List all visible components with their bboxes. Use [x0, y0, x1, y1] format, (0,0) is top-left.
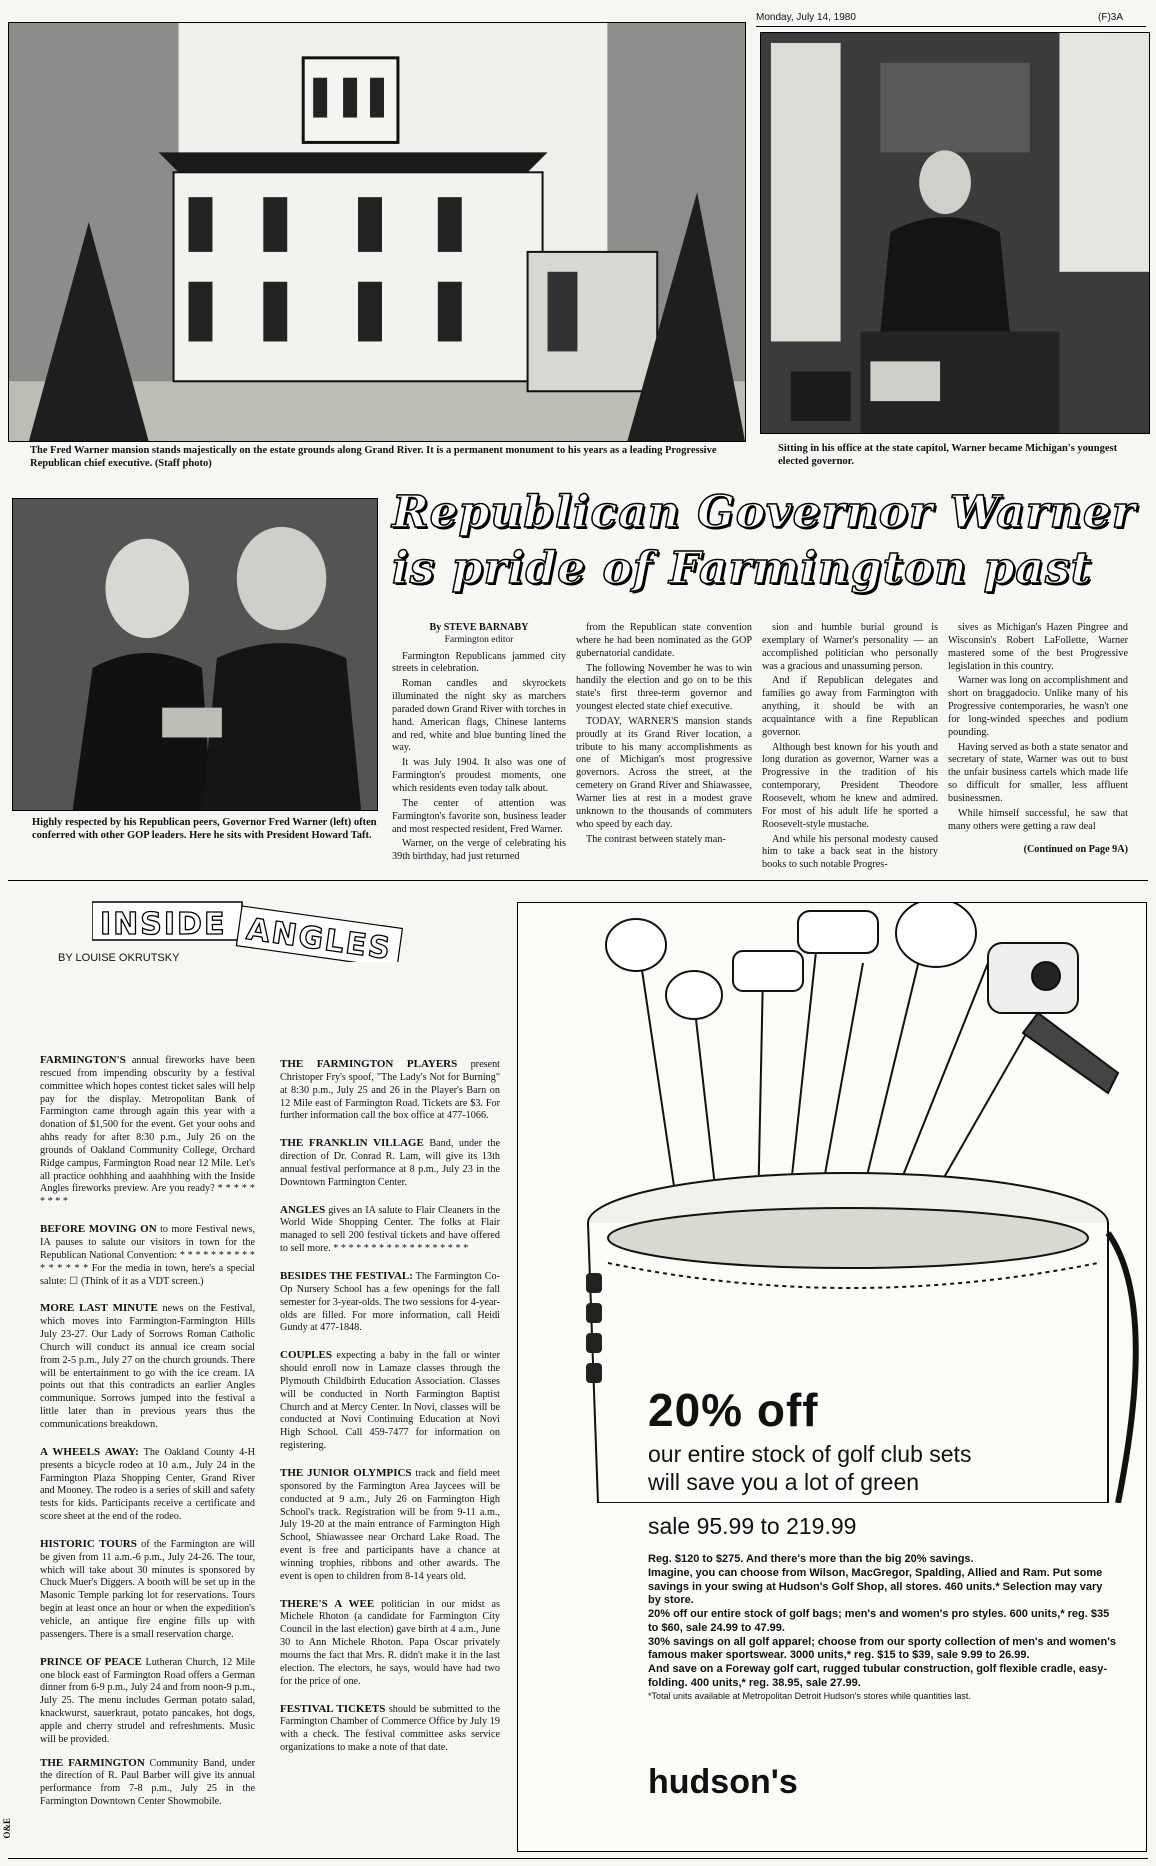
angles-author: BY LOUISE OKRUTSKY — [58, 952, 180, 964]
brief-item: FARMINGTON'S annual fireworks have been rescued from impending obscurity by a festival committee which hopes contest ticket sales will help pay for the display. Metropolitan Bank of Farmington came through again this year with a donation of $1,500 for the event. Get your oohs and ahhs ready for after 8:30 p.m., July 26 on the grounds of Oakland Community College, Orchard Ridge campus, Farmington Road near 12 Mile. Let's all practice oohhhing and aaahhhing with the Inside Angles fireworks preview. Are you ready? * * * * * * * * * — [40, 1054, 255, 1208]
svg-text:ANGLES: ANGLES — [244, 912, 394, 962]
brief-item: FESTIVAL TICKETS should be submitted to the Farmington Chamber of Commerce Office by July 19 with a check. The festival committee asks service organizations to make a note of that date. — [280, 1702, 501, 1754]
masthead-rule — [756, 26, 1146, 27]
taft-caption: Highly respected by his Republican peers, Governor Fred Warner (left) often conferred with other GOP leaders. Here he sits with President Howard Taft. — [32, 817, 377, 842]
page-date: Monday, July 14, 1980 — [756, 12, 856, 23]
ad-headline-2: will save you a lot of green — [648, 1469, 920, 1495]
brief-item: THE JUNIOR OLYMPICS track and field meet sponsored by the Farmington Area Jaycees will be conducted at 9 a.m., July 26 on Farmington High School's track. Registration will be from 9-11 a.m., July 19-20 at the main entrance of Farmington High School, Shiawassee near Orchard Lake Road. The event is free and participants have a chance at winning trophies, ribbons and other awards. The event is open to children from 8-14 years old. — [280, 1467, 500, 1582]
story-column-4: sives as Michigan's Hazen Pingree and Wisconsin's Robert LaFollette, Warner mastered some of the best Progressive legislation in this country. Warner was long on accomplishment and short on braggadocio. Unlike many of his Progressive contemporaries, he wasn't one for long-winded speeches and podium pounding. Having served as both a state senator and secretary of state, Warner was out to bust the unfair business cartels which made life so difficult for smaller, less affluent businessmen. While himself successful, he saw that many others were getting a raw deal (Continued on Page 9A) — [948, 622, 1128, 855]
brief-item: COUPLES expecting a baby in the fall or winter should enroll now in Lamaze classes through the Plymouth Childbirth Education Association. Classes will be conducted in North Farmington Baptist Church and at Mercy Center. In Novi, classes will be conducted at Novi Continuing Education at Novi High School. Call 459-7477 for information on registering. — [280, 1349, 500, 1452]
section-divider — [8, 880, 1148, 881]
brief-item: ANGLES gives an IA salute to Flair Cleaners in the World Wide Shopping Center. The folks at Flair managed to sell 200 festival tickets and have offered to sell more. * * * * * * * * * * * * * * * * * * — [280, 1203, 500, 1255]
story-column-1: By STEVE BARNABY Farmington editor Farmington Republicans jammed city streets in celebration. Roman candles and skyrockets illuminated the night sky as marchers paraded down Grand River with torches in hand. American flags, Chinese lanterns and red, white and blue bunting lined the way. It was July 1904. It also was one of Farmington's proudest moments, one which residents even today talk about. The center of attention was Farmington's favorite son, business leader and most respected resident, Fred Warner. Warner, on the verge of celebrating his 39th birthday, had just returned — [392, 622, 566, 863]
story-column-2: from the Republican state convention where he had been nominated as the GOP gubernatorial candidate. The following November he was to win handily the election and go on to be this state's first three-term governor and youngest elected state chief executive. TODAY, WARNER'S mansion stands proudly at its Grand River location, a tribute to his many accomplishments as one of Michigan's most progressive governors. Across the street, at the cemetery on Grand River and Shiawassee, Warner lies at rest in a modest grave unknown to the thousands of commuters who speed by each day. The contrast between stately man- — [576, 622, 752, 845]
continued-note: (Continued on Page 9A) — [1023, 843, 1128, 855]
bottom-rule — [8, 1858, 1148, 1859]
brief-item: THERE'S A WEE politician in our midst as Michele Rhoton (a candidate for Farmington City Council in the last election) gave birth at 4 a.m., June 30 to Ann Michele Rhoton. Papa Oscar privately mourns the fact that Mrs. R. didn't make it in the last election. The electors, he says, would have had two for the price of one. — [280, 1597, 500, 1687]
ad-fine-print: Reg. $120 to $275. And there's more than the big 20% savings. Imagine, you can choose from Wilson, MacGregor, Spalding, Allied and Ram. Put some savings in your swing at Hudson's Golf Shop, all stores. 460 units.* Selection may vary by store. 20% off our entire stock of golf bags; men's and women's pro styles. 600 units,* reg. $35 to $60, sale 24.99 to 47.99. 30% savings on all golf apparel; choose from our sporty collection of men's and women's famous maker sportswear. 3000 units,* reg. $15 to $39, sale 9.99 to 26.99. And save on a Foreway golf cart, rugged tubular construction, golf flexible cradle, easy-folding. 400 units,* reg. 38.95, sale 27.99. *Total units available at Metropolitan Detroit Hudson's stores while quantities last. — [648, 1553, 1116, 1701]
brief-item: MORE LAST MINUTE news on the Festival, which moves into Farmington-Farmington Hills July 23-27. Our Lady of Sorrows Roman Catholic Church will conduct its annual ice cream social from 2-5 p.m., July 27 on the church grounds. There will be entertainment to go with the ice cream. IA points out that this contradicts an earlier Angles communique. Sorrows jumped into the festival a little later than in previous years thus the communications breakdown. — [40, 1302, 255, 1430]
brief-item: THE FARMINGTON PLAYERS present Christoper Fry's spoof, "The Lady's Not for Burning" at 8:30 p.m., July 25 and 26 in the Player's Barn on 12 Mile east of Farmington Road. Tickets are $3. For further information call the box office at 477-1066. — [280, 1058, 501, 1122]
office-photo — [760, 32, 1150, 434]
angles-left-column — [40, 1054, 255, 1809]
story-column-3: sion and humble burial ground is exemplary of Warner's personality — an accomplished politician who personally was a gracious and unassuming person. And if Republican delegates and families go away from Farmington with anything, it should be with an acquaintance with a fine Republican governor. Although best known for his youth and long duration as governor, Warner was a Progressive in the tradition of his contemporary, President Theodore Roosevelt, whom he knew and admired. For most of his adult life he sported a Roosevelt-style mustache. And while his personal modesty caused him to take a back seat in the history books to such notable Progres- — [762, 622, 938, 871]
mansion-caption: The Fred Warner mansion stands majestically on the estate grounds along Grand River. It is a permanent monument to his years as a leading Progressive Republican chief executive. (Staff photo) — [30, 445, 717, 470]
ad-sale-price: sale 95.99 to 219.99 — [648, 1513, 857, 1539]
taft-photo — [12, 498, 378, 811]
ad-headline-1: our entire stock of golf club sets — [648, 1441, 972, 1467]
brief-item: BESIDES THE FESTIVAL: The Farmington Co-Op Nursery School has a few openings for the fall semester for 3-year-olds. The two sessions for 4-year-olds are filled. For more information, call Heidi Gundy at 477-1848. — [280, 1270, 501, 1334]
ad-percent-off: 20% off — [648, 1384, 819, 1436]
hudsons-golf-ad — [517, 902, 1147, 1852]
margin-mark: O&E — [2, 1818, 12, 1839]
brief-item: BEFORE MOVING ON to more Festival news, IA pauses to salute our visitors in town for the Republican National Convention: * * * * * * * * * * * * * * * * For the media in town, here's a special salute: ☐ (Think of it as a VDT screen.) — [40, 1223, 255, 1287]
page-section: (F)3A — [1098, 12, 1123, 23]
brief-item: THE FARMINGTON Community Band, under the direction of R. Paul Barber will give its annual performance from 7-8 p.m., July 25 in the Farmington Downtown Center Showmobile. — [40, 1756, 255, 1808]
svg-text:INSIDE: INSIDE — [100, 907, 227, 942]
brief-item: HISTORIC TOURS of the Farmington are will be given from 11 a.m.-6 p.m., July 24-26. The tour, which will take about 30 minutes is sponsored by Chuck Muer's Diggers. A booth will be set up in the Masonic Temple parking lot for reservations. Tours begin at least once an hour or when the expedition's vehicle, an antique fire engine fills up with passengers. There is a small reservation charge. — [40, 1537, 255, 1640]
headline-line-1: Republican Governor Warner — [392, 487, 1137, 538]
office-caption: Sitting in his office at the state capitol, Warner became Michigan's youngest elected governor. — [778, 443, 1118, 468]
golf-bag-illustration — [518, 903, 1147, 1503]
hudsons-logo: hudson's — [648, 1763, 798, 1801]
mansion-photo — [8, 22, 746, 442]
byline: By STEVE BARNABY Farmington editor — [429, 622, 529, 645]
brief-item: A WHEELS AWAY: The Oakland County 4-H presents a bicycle rodeo at 10 a.m., July 24 in the Farmington Plaza Shopping Center, Grand River and Mooney. The rodeo is a series of skill and safety tests for kids. Participants receive a certificate and score sheet at the end of the rodeo. — [40, 1445, 255, 1523]
brief-item: THE FRANKLIN VILLAGE Band, under the direction of Dr. Conrad R. Lam, will give its 13th annual festival performance at 8 p.m., July 23 in the Downtown Farmington Center. — [280, 1137, 500, 1188]
headline-line-2: is pride of Farmington past — [392, 543, 1093, 594]
angles-right-column — [280, 1058, 500, 1755]
brief-item: PRINCE OF PEACE Lutheran Church, 12 Mile one block east of Farmington Road offers a German dinner from 6-9 p.m., July 24 and from noon-9 p.m., July 25. The menu includes German potato salad, knackwurst, sauerkraut, potato pancakes, hot dogs, apple and cherry strudel and refreshments. Music will be provided. — [40, 1655, 255, 1745]
